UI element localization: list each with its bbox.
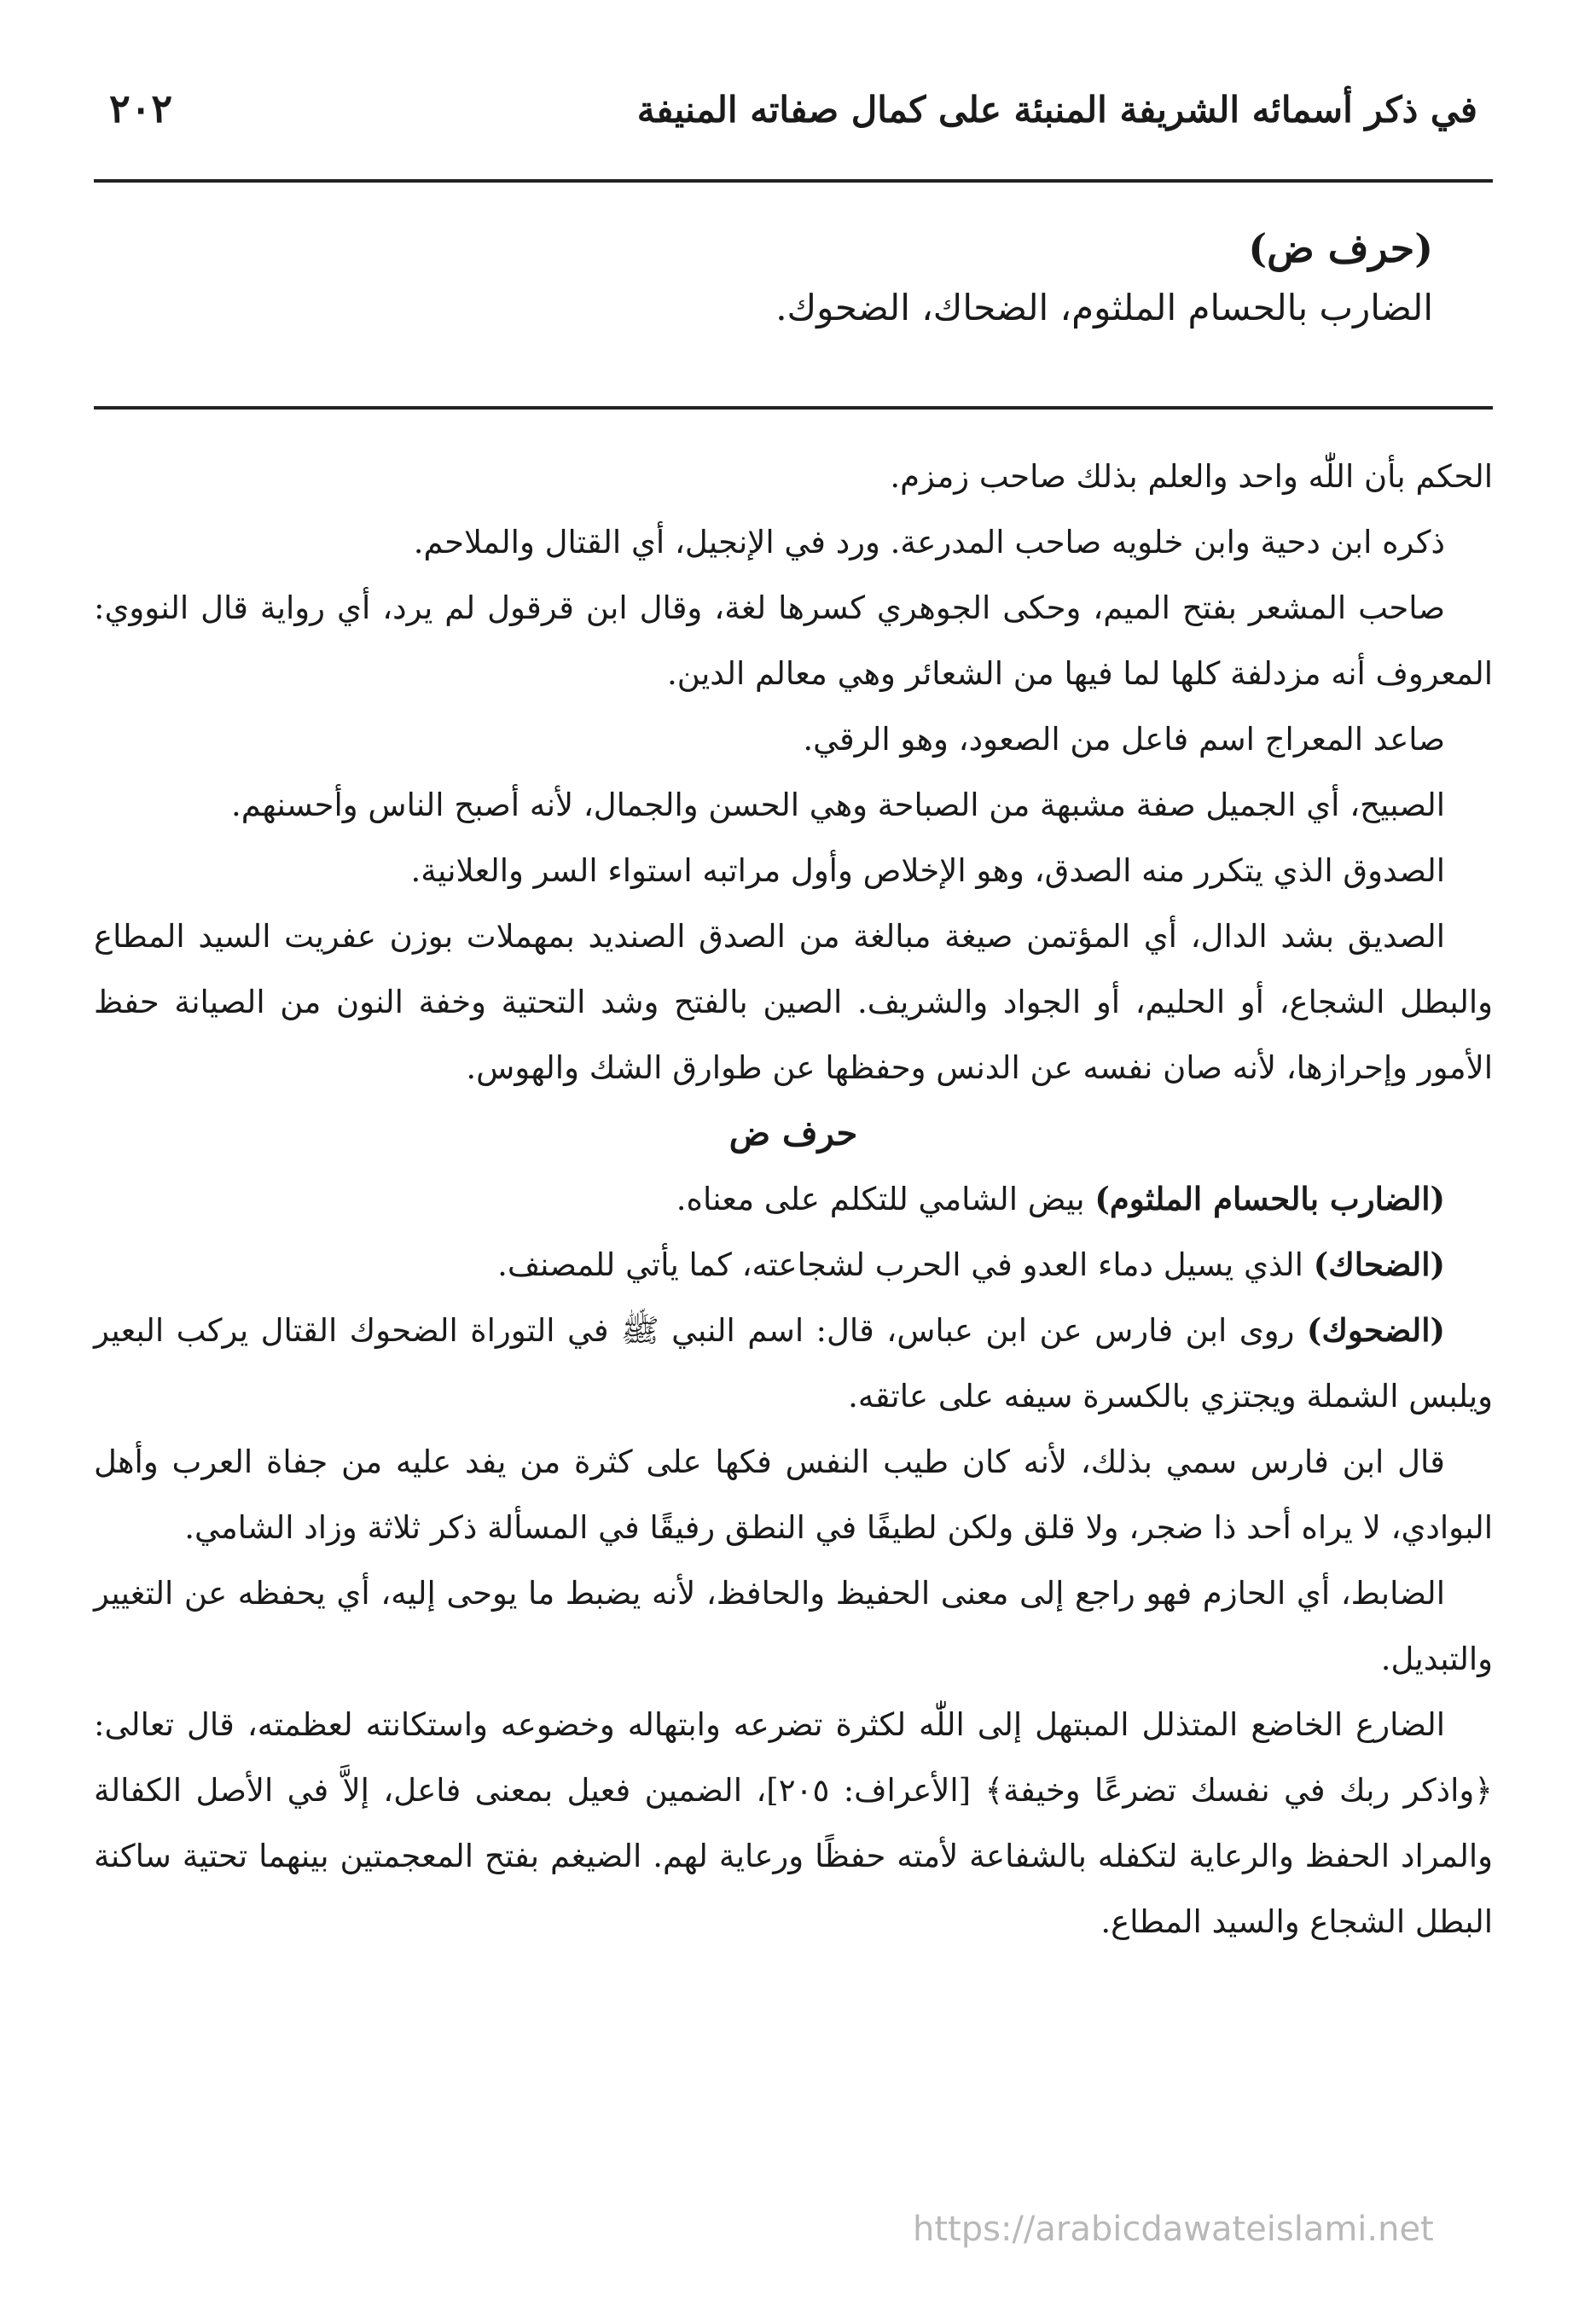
- entry: [94, 1232, 1493, 1298]
- paragraph: صاعد المعراج اسم فاعل من الصعود، وهو الرقي.: [803, 721, 1445, 758]
- entry-text: بيض الشامي للتكلم على معناه.: [676, 1181, 1095, 1217]
- entry-term: (الضارب بالحسام الملثوم): [1094, 1180, 1445, 1217]
- running-header: [94, 85, 1493, 179]
- paragraph: قال ابن فارس سمي بذلك، لأنه كان طيب النفس فكها على كثرة من يفد عليه من جفاة العرب وأهل البوادي، لا يراه أحد ذا ضجر، ولا قلق ولكن لطيفًا في النطق رفيقًا في المسألة ذكر ثلاثة وزاد الشامي.: [94, 1444, 1493, 1546]
- entry-term: (الضحوك): [1306, 1311, 1445, 1349]
- paragraph: الصبيح، أي الجميل صفة مشبهة من الصباحة وهي الحسن والجمال، لأنه أصبح الناس وأحسنهم.: [231, 787, 1445, 823]
- entry: [94, 1298, 1493, 1429]
- letter-box-title: (حرف ض): [1248, 225, 1433, 271]
- paragraph: الضابط، أي الحازم فهو راجع إلى معنى الحفيظ والحافظ، لأنه يضبط ما يوحى إليه، أي يحفظه عن التغيير والتبديل.: [94, 1575, 1493, 1677]
- letter-box-names: الضارب بالحسام الملثوم، الضحاك، الضحوك.: [775, 287, 1433, 328]
- running-title: في ذكر أسمائه الشريفة المنبئة على كمال صفاته المنيفة: [636, 89, 1477, 131]
- paragraph: ذكره ابن دحية وابن خلويه صاحب المدرعة. ورد في الإنجيل، أي القتال والملاحم.: [413, 524, 1445, 561]
- section-heading: حرف ض: [728, 1113, 858, 1153]
- book-page: [94, 85, 1493, 1955]
- paragraph: الضارع الخاضع المتذلل المبتهل إلى اللّٰه لكثرة تضرعه وابتهاله وخضوعه واستكانته لعظمته، قال تعالى: ﴿واذكر ربك في نفسك تضرعًا وخيفة﴾ [الأعراف: ٢٠٥]، الضمين فعيل بمعنى فاعل، إلاَّ في الأصل الكفالة والمراد الحفظ والرعاية لتكفله بالشفاعة لأمته حفظًا ورعاية لهم. الضيغم بفتح المعجمتين بينهما تحتية ساكنة البطل الشجاع والسيد المطاع.: [94, 1706, 1493, 1940]
- watermark-url: https://arabicdawateislami.net: [913, 2210, 1434, 2249]
- body-text: [94, 410, 1493, 1955]
- paragraph: الصدوق الذي يتكرر منه الصدق، وهو الإخلاص وأول مراتبه استواء السر والعلانية.: [410, 852, 1445, 889]
- paragraph: الحكم بأن اللّٰه واحد والعلم بذلك صاحب زمزم.: [890, 458, 1493, 495]
- letter-box: [94, 183, 1493, 406]
- entry-text: روى ابن فارس عن ابن عباس، قال: اسم النبي ﷺ في التوراة الضحوك القتال يركب البعير ويلبس الشملة ويجتزي بالكسرة سيفه على عاتقه.: [94, 1312, 1493, 1415]
- paragraph: الصديق بشد الدال، أي المؤتمن صيغة مبالغة من الصدق الصنديد بمهملات بوزن عفريت السيد المطاع والبطل الشجاع، أو الحليم، أو الجواد والشريف. الصين بالفتح وشد التحتية وخفة النون من الصيانة حفظ الأمور وإحرازها، لأنه صان نفسه عن الدنس وحفظها عن طوارق الشك والهوس.: [94, 918, 1493, 1086]
- paragraph: صاحب المشعر بفتح الميم، وحكى الجوهري كسرها لغة، وقال ابن قرقول لم يرد، أي رواية قال النووي: المعروف أنه مزدلفة كلها لما فيها من الشعائر وهي معالم الدين.: [94, 590, 1493, 692]
- entry: [94, 1166, 1493, 1232]
- entry-text: الذي يسيل دماء العدو في الحرب لشجاعته، كما يأتي للمصنف.: [497, 1246, 1314, 1283]
- entry-term: (الضحاك): [1313, 1246, 1445, 1283]
- page-number: ٢٠٢: [109, 85, 173, 131]
